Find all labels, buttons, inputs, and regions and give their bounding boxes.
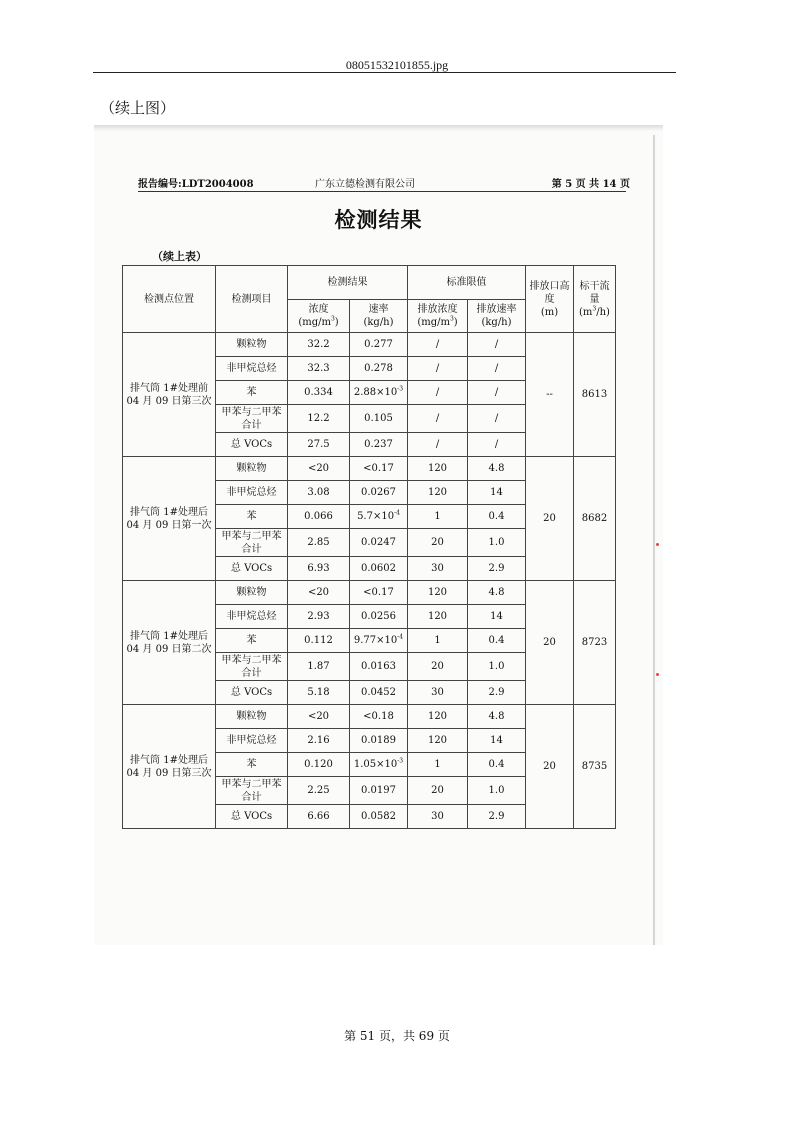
cell-limit-concentration: 120	[408, 705, 468, 729]
cell-outlet-height: --	[526, 333, 574, 457]
cell-item: 颗粒物	[216, 581, 288, 605]
scan-red-mark	[656, 543, 659, 546]
cell-concentration: 2.93	[288, 605, 350, 629]
scan-top-shadow	[94, 125, 663, 131]
header-concentration-unit: $(mg/m^3)$	[298, 315, 339, 328]
cell-limit-concentration: 1	[408, 753, 468, 777]
table-header-row	[123, 266, 616, 300]
cell-rate: 0.277	[350, 333, 408, 357]
cell-flow: 8723	[574, 581, 616, 705]
cell-concentration: 27.5	[288, 433, 350, 457]
cell-limit-concentration: 120	[408, 605, 468, 629]
cell-rate: 0.0267	[350, 481, 408, 505]
continued-label: （续上图）	[100, 99, 176, 117]
cell-concentration: <20	[288, 581, 350, 605]
cell-rate: <0.17	[350, 581, 408, 605]
cell-item: 苯	[216, 381, 288, 405]
cell-limit-rate: /	[468, 357, 526, 381]
cell-outlet-height: 20	[526, 457, 574, 581]
results-table	[122, 265, 616, 829]
cell-limit-concentration: 30	[408, 557, 468, 581]
cell-limit-rate: 1.0	[468, 653, 526, 681]
cell-rate: 0.278	[350, 357, 408, 381]
cell-limit-concentration: 120	[408, 581, 468, 605]
cell-limit-rate: /	[468, 405, 526, 433]
cell-limit-concentration: 30	[408, 681, 468, 705]
cell-item: 甲苯与二甲苯合计	[216, 405, 288, 433]
cell-concentration: 12.2	[288, 405, 350, 433]
company-name: 广东立德检测有限公司	[315, 179, 415, 190]
cell-item: 颗粒物	[216, 705, 288, 729]
cell-position: 排气筒 1#处理后04 月 09 日第二次	[123, 581, 216, 705]
cell-limit-concentration: 20	[408, 653, 468, 681]
cell-concentration: 2.85	[288, 529, 350, 557]
cell-item: 苯	[216, 753, 288, 777]
table-row	[123, 705, 616, 729]
cell-concentration: <20	[288, 457, 350, 481]
cell-limit-rate: 0.4	[468, 505, 526, 529]
report-header	[138, 175, 630, 189]
report-number: 报告编号:LDT2004008	[138, 179, 254, 190]
cell-rate: <0.17	[350, 457, 408, 481]
cell-limit-concentration: 20	[408, 529, 468, 557]
cell-concentration: 0.112	[288, 629, 350, 653]
cell-rate: 0.0197	[350, 777, 408, 805]
cell-limit-rate: /	[468, 381, 526, 405]
cell-item: 颗粒物	[216, 457, 288, 481]
cell-concentration: 6.93	[288, 557, 350, 581]
cell-concentration: 32.3	[288, 357, 350, 381]
cell-rate: 0.105	[350, 405, 408, 433]
table-continued-label: （续上表）	[152, 250, 207, 263]
cell-concentration: 1.87	[288, 653, 350, 681]
cell-rate: 0.0247	[350, 529, 408, 557]
page-footer: 第 51 页，共 69 页	[344, 1029, 450, 1043]
cell-limit-rate: 1.0	[468, 529, 526, 557]
cell-item: 非甲烷总烃	[216, 605, 288, 629]
cell-limit-concentration: 120	[408, 481, 468, 505]
cell-limit-rate: 1.0	[468, 777, 526, 805]
cell-concentration: 3.08	[288, 481, 350, 505]
cell-item: 苯	[216, 629, 288, 653]
cell-rate: 0.0163	[350, 653, 408, 681]
cell-position: 排气筒 1#处理前04 月 09 日第三次	[123, 333, 216, 457]
cell-rate: 0.0189	[350, 729, 408, 753]
header-concentration	[288, 300, 350, 333]
cell-item: 非甲烷总烃	[216, 481, 288, 505]
cell-rate: $1.05\times 10^{-3}$	[350, 753, 408, 777]
cell-limit-rate: 2.9	[468, 805, 526, 829]
cell-rate: $5.7\times 10^{-4}$	[350, 505, 408, 529]
cell-limit-rate: 4.8	[468, 705, 526, 729]
cell-item: 甲苯与二甲苯合计	[216, 653, 288, 681]
header-limit-rate-label: 排放速率	[476, 304, 517, 315]
cell-limit-concentration: /	[408, 357, 468, 381]
cell-limit-rate: 14	[468, 729, 526, 753]
header-concentration-label: 浓度	[308, 304, 329, 315]
report-header-rule	[138, 191, 626, 192]
cell-rate: <0.18	[350, 705, 408, 729]
report-title: 检测结果	[334, 207, 423, 232]
cell-concentration: 6.66	[288, 805, 350, 829]
cell-concentration: <20	[288, 705, 350, 729]
cell-limit-rate: 0.4	[468, 629, 526, 653]
cell-item: 总 VOCs	[216, 681, 288, 705]
cell-item: 颗粒物	[216, 333, 288, 357]
header-limit-concentration-unit: $(mg/m^3)$	[417, 315, 458, 328]
cell-flow: 8735	[574, 705, 616, 829]
cell-outlet-height: 20	[526, 581, 574, 705]
report-page-info: 第 5 页 共 14 页	[551, 179, 630, 190]
cell-limit-concentration: 120	[408, 457, 468, 481]
scan-right-edge	[653, 135, 655, 945]
header-limit-concentration	[408, 300, 468, 333]
cell-limit-rate: 0.4	[468, 753, 526, 777]
cell-limit-concentration: 1	[408, 629, 468, 653]
cell-flow: 8613	[574, 333, 616, 457]
cell-rate: 0.0602	[350, 557, 408, 581]
header-rate	[350, 300, 408, 333]
header-flow-label: 标干流量	[579, 280, 610, 305]
header-outlet-height-label: 排放口高度	[529, 280, 570, 305]
table-row	[123, 333, 616, 357]
header-outlet-height	[526, 266, 574, 333]
cell-rate: 0.0256	[350, 605, 408, 629]
cell-limit-rate: 14	[468, 605, 526, 629]
header-rate-unit: (kg/h)	[363, 317, 394, 328]
cell-limit-concentration: 20	[408, 777, 468, 805]
cell-rate: 0.0582	[350, 805, 408, 829]
cell-limit-concentration: 1	[408, 505, 468, 529]
cell-item: 非甲烷总烃	[216, 729, 288, 753]
cell-limit-rate: 14	[468, 481, 526, 505]
cell-limit-rate: 4.8	[468, 457, 526, 481]
header-results: 检测结果	[288, 266, 408, 300]
scan-red-mark	[656, 673, 659, 676]
header-outlet-height-unit: (m)	[540, 306, 559, 318]
cell-item: 苯	[216, 505, 288, 529]
header-limits: 标准限值	[408, 266, 526, 300]
table-row	[123, 581, 616, 605]
cell-item: 总 VOCs	[216, 805, 288, 829]
cell-item: 甲苯与二甲苯合计	[216, 529, 288, 557]
cell-limit-concentration: /	[408, 433, 468, 457]
header-flow	[574, 266, 616, 333]
cell-position: 排气筒 1#处理后04 月 09 日第一次	[123, 457, 216, 581]
cell-limit-concentration: /	[408, 405, 468, 433]
cell-item: 总 VOCs	[216, 557, 288, 581]
cell-position: 排气筒 1#处理后04 月 09 日第三次	[123, 705, 216, 829]
cell-limit-rate: 2.9	[468, 681, 526, 705]
file-name-caption: 08051532101855.jpg	[345, 58, 449, 72]
cell-limit-concentration: 120	[408, 729, 468, 753]
cell-rate: 0.0452	[350, 681, 408, 705]
cell-concentration: 0.066	[288, 505, 350, 529]
header-limit-rate-unit: (kg/h)	[481, 317, 512, 328]
cell-concentration: 32.2	[288, 333, 350, 357]
cell-concentration: 2.25	[288, 777, 350, 805]
cell-rate: $9.77\times 10^{-4}$	[350, 629, 408, 653]
cell-limit-rate: /	[468, 333, 526, 357]
header-limit-concentration-label: 排放浓度	[417, 304, 458, 315]
cell-rate: 0.237	[350, 433, 408, 457]
cell-concentration: 0.334	[288, 381, 350, 405]
cell-outlet-height: 20	[526, 705, 574, 829]
header-flow-unit: $(m^3/h)$	[579, 305, 610, 318]
header-rule	[93, 72, 676, 73]
table-row	[123, 457, 616, 481]
header-rate-label: 速率	[368, 304, 389, 315]
cell-limit-rate: 4.8	[468, 581, 526, 605]
cell-concentration: 5.18	[288, 681, 350, 705]
cell-rate: $2.88\times 10^{-3}$	[350, 381, 408, 405]
cell-item: 总 VOCs	[216, 433, 288, 457]
header-position: 检测点位置	[123, 266, 216, 333]
cell-limit-concentration: /	[408, 333, 468, 357]
cell-concentration: 0.120	[288, 753, 350, 777]
cell-limit-concentration: /	[408, 381, 468, 405]
scanned-report-image	[94, 125, 663, 945]
cell-item: 非甲烷总烃	[216, 357, 288, 381]
header-limit-rate	[468, 300, 526, 333]
header-item: 检测项目	[216, 266, 288, 333]
cell-limit-concentration: 30	[408, 805, 468, 829]
cell-limit-rate: 2.9	[468, 557, 526, 581]
cell-flow: 8682	[574, 457, 616, 581]
cell-item: 甲苯与二甲苯合计	[216, 777, 288, 805]
cell-concentration: 2.16	[288, 729, 350, 753]
cell-limit-rate: /	[468, 433, 526, 457]
